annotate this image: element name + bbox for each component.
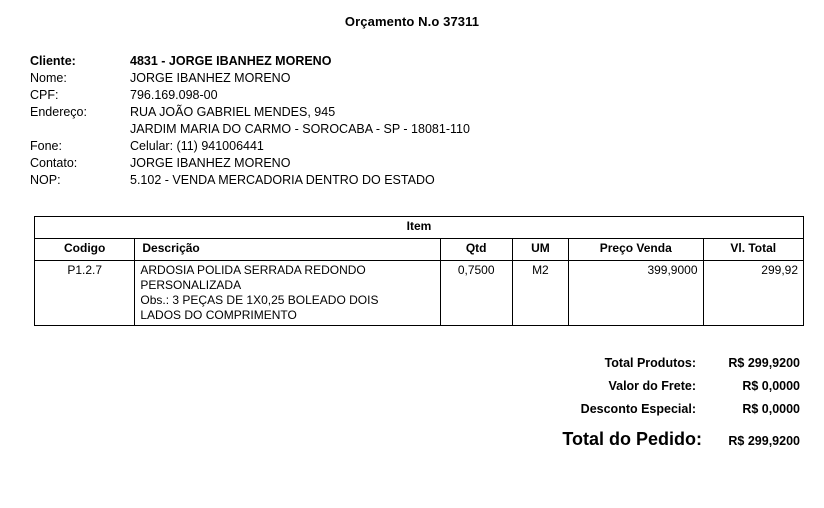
customer-label-endereco: Endereço: <box>30 105 87 119</box>
customer-row-nop <box>30 172 824 189</box>
items-table-group-header-row <box>35 217 804 239</box>
totals-block <box>0 356 824 459</box>
column-header-um: UM <box>512 239 568 261</box>
total-label-produtos: Total Produtos: <box>604 356 696 370</box>
customer-value-endereco: RUA JOÃO GABRIEL MENDES, 945 <box>130 105 336 119</box>
customer-label-nop: NOP: <box>30 173 61 187</box>
customer-row-cliente <box>30 53 824 70</box>
items-table-group-header: Item <box>35 217 804 239</box>
customer-value-cpf: 796.169.098-00 <box>130 88 218 102</box>
customer-value-contato: JORGE IBANHEZ MORENO <box>130 156 291 170</box>
column-header-vl-total: Vl. Total <box>703 239 804 261</box>
descricao-line-1: ARDOSIA POLIDA SERRADA REDONDO <box>140 263 366 277</box>
table-row <box>35 261 804 326</box>
items-table-wrapper <box>0 216 824 326</box>
customer-label-nome: Nome: <box>30 71 67 85</box>
total-value-pedido: R$ 299,9200 <box>728 434 800 448</box>
page-title: Orçamento N.o 37311 <box>344 14 480 29</box>
items-table <box>34 216 804 326</box>
cell-qtd: 0,7500 <box>440 261 512 326</box>
customer-label-cliente: Cliente: <box>30 54 76 68</box>
cell-vl-total: 299,92 <box>703 261 804 326</box>
descricao-line-3: Obs.: 3 PEÇAS DE 1X0,25 BOLEADO DOIS <box>140 293 379 307</box>
total-value-produtos: R$ 299,9200 <box>728 356 800 370</box>
customer-value-endereco-cont: JARDIM MARIA DO CARMO - SOROCABA - SP - 18081-110 <box>130 122 470 136</box>
total-row-frete <box>608 379 800 393</box>
descricao-line-4: LADOS DO COMPRIMENTO <box>140 308 297 322</box>
cell-preco-venda: 399,9000 <box>569 261 704 326</box>
total-value-desconto: R$ 0,0000 <box>742 402 800 416</box>
customer-label-cpf: CPF: <box>30 88 59 102</box>
items-table-header-row <box>35 239 804 261</box>
total-row-pedido <box>562 429 800 450</box>
column-header-preco-venda: Preço Venda <box>569 239 704 261</box>
customer-row-fone <box>30 138 824 155</box>
customer-row-nome <box>30 70 824 87</box>
cell-um: M2 <box>512 261 568 326</box>
descricao-line-2: PERSONALIZADA <box>140 278 242 292</box>
customer-row-endereco-cont <box>30 121 824 138</box>
customer-row-cpf <box>30 87 824 104</box>
customer-row-contato <box>30 155 824 172</box>
customer-value-nome: JORGE IBANHEZ MORENO <box>130 71 291 85</box>
total-label-pedido: Total do Pedido: <box>562 429 702 449</box>
customer-label-fone: Fone: <box>30 139 62 153</box>
total-value-frete: R$ 0,0000 <box>742 379 800 393</box>
total-label-desconto: Desconto Especial: <box>580 402 696 416</box>
customer-value-nop: 5.102 - VENDA MERCADORIA DENTRO DO ESTADO <box>130 173 435 187</box>
customer-value-fone: Celular: (11) 941006441 <box>130 139 264 153</box>
customer-info-block <box>0 53 824 189</box>
total-label-frete: Valor do Frete: <box>608 379 696 393</box>
total-row-desconto <box>581 402 800 416</box>
column-header-qtd: Qtd <box>440 239 512 261</box>
total-row-produtos <box>605 356 800 370</box>
column-header-descricao: Descrição <box>135 239 440 261</box>
customer-value-cliente: 4831 - JORGE IBANHEZ MORENO <box>130 54 332 68</box>
cell-descricao <box>135 261 440 326</box>
customer-label-contato: Contato: <box>30 156 78 170</box>
customer-row-endereco <box>30 104 824 121</box>
cell-codigo: P1.2.7 <box>35 261 135 326</box>
column-header-codigo: Codigo <box>35 239 135 261</box>
